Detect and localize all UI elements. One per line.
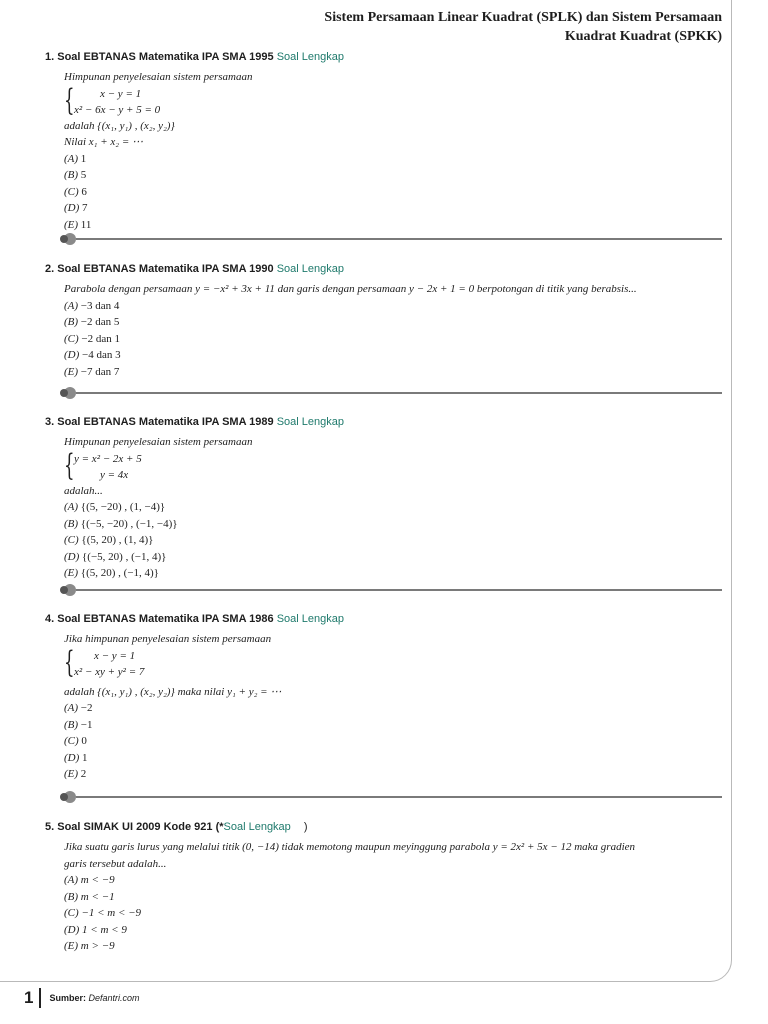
option-e: (E) m > −9: [64, 940, 115, 952]
option-c: (C) −1 < m < −9: [64, 907, 142, 919]
option-e: (E) 2: [64, 768, 87, 780]
option-d: (D) 1: [64, 751, 88, 764]
option-b: (B) {(−5, −20) , (−1, −4)}: [64, 517, 178, 530]
section-divider: [60, 386, 722, 400]
section-divider: [60, 583, 722, 597]
option-e: (E) {(5, 20) , (−1, 4)}: [64, 567, 159, 579]
question-5-body: Jika suatu garis lurus yang melalui titik (0, −14) tidak memotong maupun meyinggung parabola y = 2x² + 5x − 12 maka gradien garis tersebut adalah... (A) m < −9 (B) m < −1 (C) −1 < m < −9 (D) 1 < m < 9 (E) m > −9: [64, 839, 635, 955]
title-line-1: Sistem Persamaan Linear Kuadrat (SPLK) dan Sistem Persamaan: [324, 10, 722, 25]
option-d: (D) {(−5, 20) , (−1, 4)}: [64, 550, 167, 563]
option-e: (E) −7 dan 7: [64, 365, 120, 378]
question-4-link[interactable]: Soal Lengkap: [276, 613, 344, 625]
option-b: (B) m < −1: [64, 890, 115, 903]
question-2-body: [64, 281, 637, 380]
option-d: (D) −4 dan 3: [64, 349, 121, 361]
brace-icon: {: [64, 644, 75, 680]
option-b: (B) −1: [64, 718, 93, 731]
section-divider: [60, 232, 722, 246]
question-4-intro: Jika himpunan penyelesaian sistem persamaan: [64, 633, 272, 645]
footer-source: Sumber: Defantri.com: [49, 993, 140, 1003]
question-4-heading: 4. Soal EBTANAS Matematika IPA SMA 1986 Soal Lengkap: [45, 613, 344, 625]
equation-system-1: { x − y = 1 x² − 6x − y + 5 = 0: [64, 82, 161, 118]
question-2-link[interactable]: Soal Lengkap: [276, 263, 344, 275]
option-a: (A) 1: [64, 152, 87, 165]
brace-icon: {: [64, 447, 75, 483]
question-4-body: Jika himpunan penyelesaian sistem persamaan { x − y = 1 x² − xy + y² = 7 adalah {(x₁, y₁) , (x₂, y₂)} maka nilai y₁ + y₂ = ⋯ (A) −2 (B) −1 (C) 0 (D) 1 (E) 2: [64, 631, 281, 783]
footer-separator: [39, 988, 41, 1008]
equation-system-4: { x − y = 1 x² − xy + y² = 7: [64, 644, 145, 680]
page-footer: [24, 988, 140, 1008]
option-d: (D) 1 < m < 9: [64, 923, 127, 936]
page-number: 1: [24, 988, 34, 1007]
option-a: (A) −2: [64, 702, 93, 714]
option-b: (B) −2 dan 5: [64, 316, 120, 328]
question-1-link[interactable]: Soal Lengkap: [276, 51, 344, 63]
question-3-body: Himpunan penyelesaian sistem persamaan { y = x² − 2x + 5 y = 4x adalah... (A) {(5, −20) , (1, −4)} (B) {(−5, −20) , (−1, −4)} (C) {(5, 20) , (1, 4)} (D) {(−5, 20) , (−1, 4)} (E) {(5, 20) , (−1, 4)}: [64, 434, 253, 582]
question-2-heading: 2. Soal EBTANAS Matematika IPA SMA 1990 Soal Lengkap: [45, 263, 344, 275]
option-d: (D) 7: [64, 202, 88, 214]
option-c: (C) 6: [64, 185, 87, 198]
option-b: (B) 5: [64, 169, 87, 181]
question-1-intro: Himpunan penyelesaian sistem persamaan: [64, 71, 253, 83]
option-c: (C) −2 dan 1: [64, 332, 121, 345]
option-c: (C) {(5, 20) , (1, 4)}: [64, 534, 154, 546]
question-1-heading: 1. Soal EBTANAS Matematika IPA SMA 1995 Soal Lengkap: [45, 51, 344, 63]
equation-system-3: { y = x² − 2x + 5 y = 4x: [64, 447, 142, 483]
question-3-heading: 3. Soal EBTANAS Matematika IPA SMA 1989 Soal Lengkap: [45, 416, 344, 428]
question-5-intro: Jika suatu garis lurus yang melalui titik (0, −14) tidak memotong maupun meyinggung parabola y = 2x² + 5x − 12 maka gradien: [64, 841, 636, 853]
page-title: [202, 8, 722, 46]
option-e: (E) 11: [64, 218, 92, 231]
question-3-link[interactable]: Soal Lengkap: [276, 416, 344, 428]
question-5-heading: 5. Soal SIMAK UI 2009 Kode 921 (*Soal Lengkap ): [45, 821, 308, 833]
title-line-2: Kuadrat Kuadrat (SPKK): [564, 29, 722, 44]
question-1-body: Himpunan penyelesaian sistem persamaan { x − y = 1 x² − 6x − y + 5 = 0 adalah {(x₁, y₁) , (x₂, y₂)} Nilai x₁ + x₂ = ⋯ (A) 1 (B) 5 (C) 6 (D) 7 (E) 11: [64, 69, 253, 233]
option-a: (A) −3 dan 4: [64, 299, 120, 312]
question-3-intro: Himpunan penyelesaian sistem persamaan: [64, 436, 253, 448]
option-c: (C) 0: [64, 735, 87, 747]
question-2-intro: Parabola dengan persamaan y = −x² + 3x + 11 dan garis dengan persamaan y − 2x + 1 = 0 berpotongan di titik yang berabsis...: [64, 283, 637, 295]
option-a: (A) {(5, −20) , (1, −4)}: [64, 501, 166, 513]
option-a: (A) m < −9: [64, 874, 115, 886]
section-divider: [60, 790, 722, 804]
question-5-link[interactable]: Soal Lengkap: [223, 821, 291, 833]
brace-icon: {: [64, 82, 75, 118]
